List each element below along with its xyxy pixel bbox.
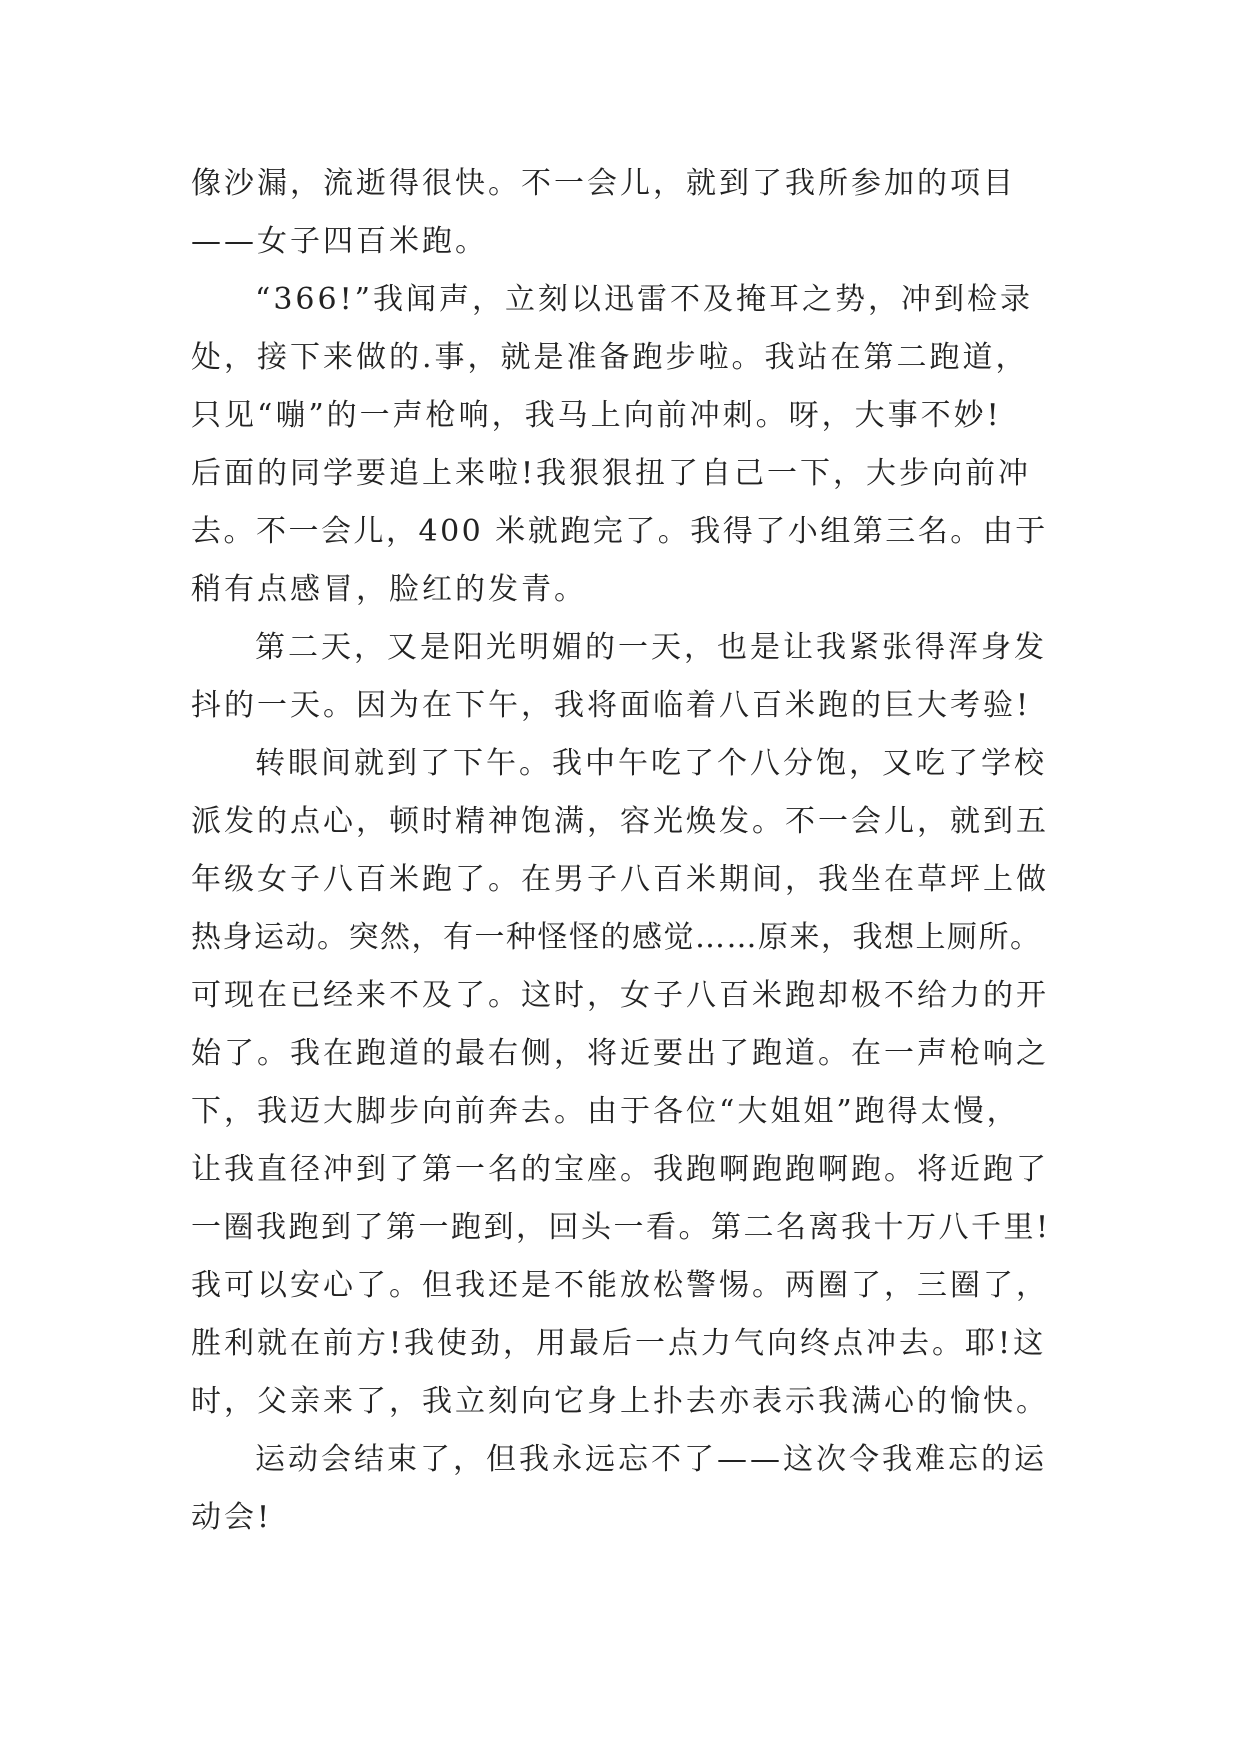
- text-line: 年级女子八百米跑了。在男子八百米期间，我坐在草坪上做: [191, 862, 1049, 897]
- text-line: ——女子四百米跑。: [191, 224, 488, 259]
- text-line: 后面的同学要追上来啦!我狠狠扭了自己一下，大步向前冲: [191, 456, 1032, 491]
- text-line: 第二天，又是阳光明媚的一天，也是让我紧张得浑身发: [255, 630, 1047, 665]
- text-line: 只见“嘣”的一声枪响，我马上向前冲刺。呀，大事不妙!: [191, 398, 1002, 433]
- text-line: 我可以安心了。但我还是不能放松警惕。两圈了，三圈了，: [191, 1268, 1049, 1303]
- text-line: 热身运动。突然，有一种怪怪的感觉……原来，我想上厕所。: [191, 920, 1042, 955]
- text-line: 下，我迈大脚步向前奔去。由于各位“大姐姐”跑得太慢，: [191, 1094, 1020, 1129]
- text-line: 时，父亲来了，我立刻向它身上扑去亦表示我满心的愉快。: [191, 1384, 1049, 1419]
- text-line: 让我直径冲到了第一名的宝座。我跑啊跑跑啊跑。将近跑了: [191, 1152, 1049, 1187]
- text-line: 处，接下来做的.事，就是准备跑步啦。我站在第二跑道，: [191, 340, 1029, 375]
- text-line: 稍有点感冒，脸红的发青。: [191, 572, 587, 607]
- text-line: 动会!: [191, 1500, 273, 1535]
- text-line: 抖的一天。因为在下午，我将面临着八百米跑的巨大考验!: [191, 688, 1032, 723]
- text-line: 始了。我在跑道的最右侧，将近要出了跑道。在一声枪响之: [191, 1036, 1049, 1071]
- text-line: 去。不一会儿，400 米就跑完了。我得了小组第三名。由于: [191, 514, 1048, 549]
- text-line: 胜利就在前方!我使劲，用最后一点力气向终点冲去。耶!这: [191, 1326, 1047, 1361]
- text-line: 像沙漏，流逝得很快。不一会儿，就到了我所参加的项目: [191, 166, 1016, 201]
- document-body: [191, 155, 1051, 1547]
- text-line: 可现在已经来不及了。这时，女子八百米跑却极不给力的开: [191, 978, 1049, 1013]
- text-line: 一圈我跑到了第一跑到，回头一看。第二名离我十万八千里!: [191, 1210, 1051, 1245]
- text-line: 派发的点心，顿时精神饱满，容光焕发。不一会儿，就到五: [191, 804, 1049, 839]
- text-line: “366!”我闻声，立刻以迅雷不及掩耳之势，冲到检录: [255, 282, 1033, 317]
- text-line: 运动会结束了，但我永远忘不了——这次令我难忘的运: [255, 1442, 1047, 1477]
- text-line: 转眼间就到了下午。我中午吃了个八分饱，又吃了学校: [255, 746, 1047, 781]
